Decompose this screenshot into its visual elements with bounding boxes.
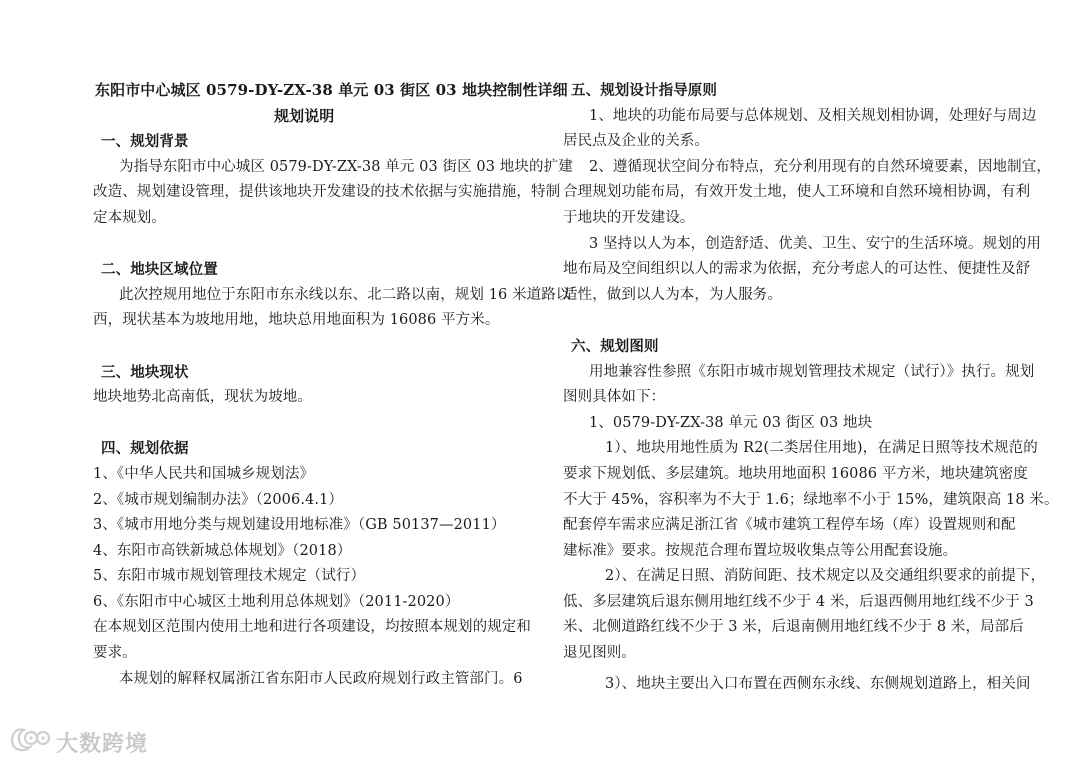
watermark [6, 724, 148, 760]
paragraph-line: 定本规划。 [93, 209, 166, 226]
section-heading-principles: 五、规划设计指导原则 [571, 82, 717, 99]
section-heading-status: 三、地块现状 [101, 363, 189, 381]
right-column [563, 78, 1059, 697]
section-heading-background: 一、规划背景 [101, 133, 189, 151]
paragraph-line: 地块地势北高南低，现状为坡地。 [93, 389, 312, 406]
paragraph-line: 不大于 45%，容积率为不大于 1.6；绿地率不小于 15%，建筑限高 18 米。 [563, 491, 1059, 508]
list-item: 6、《东阳市中心城区土地利用总体规划》（2011-2020） [93, 593, 460, 610]
brand-logo-icon [6, 724, 52, 760]
list-item: 1、《中华人民共和国城乡规划法》 [93, 465, 315, 482]
subheading: 1、0579-DY-ZX-38 单元 03 街区 03 地块 [589, 414, 873, 431]
paragraph-line: 改造、规划建设管理，提供该地块开发建设的技术依据与实施措施，特制 [93, 184, 561, 201]
paragraph-line: 为指导东阳市中心城区 0579-DY-ZX-38 单元 03 街区 03 地块的扩建 [119, 158, 573, 175]
paragraph-line: 于地块的开发建设。 [563, 209, 695, 226]
paragraph-line: 配套停车需求应满足浙江省《城市建筑工程停车场（库）设置规则和配 [563, 517, 1016, 534]
paragraph-line: 3）、地块主要出入口布置在西侧东永线、东侧规划道路上，相关间 [605, 675, 1031, 692]
paragraph-line: 在本规划区范围内使用土地和进行各项建设，均按照本规划的规定和 [93, 619, 531, 636]
section-heading-drawings: 六、规划图则 [571, 337, 659, 355]
paragraph-line: 3 坚持以人为本，创造舒适、优美、卫生、安宁的生活环境。规划的用 [589, 235, 1042, 252]
paragraph-line: 米、北侧道路红线不少于 3 米，后退南侧用地红线不少于 8 米，局部后 [563, 619, 1024, 636]
left-column [93, 78, 573, 692]
paragraph-line: 1）、地块用地性质为 R2(二类居住用地)，在满足日照等技术规范的 [605, 440, 1038, 457]
paragraph-line: 地布局及空间组织以人的需求为依据，充分考虑人的可达性、便捷性及舒 [563, 261, 1031, 278]
paragraph-line: 低、多层建筑后退东侧用地红线不少于 4 米，后退西侧用地红线不少于 3 [563, 593, 1034, 610]
paragraph-line: 西，现状基本为坡地用地，地块总用地面积为 16086 平方米。 [93, 312, 500, 329]
paragraph-line: 居民点及企业的关系。 [563, 133, 709, 150]
paragraph-line: 图则具体如下： [563, 389, 666, 406]
paragraph-line: 要求。 [93, 645, 137, 662]
paragraph-line: 2、遵循现状空间分布特点，充分利用现有的自然环境要素，因地制宜， [589, 158, 1051, 175]
paragraph-line: 要求下规划低、多层建筑。地块用地面积 16086 平方米，地块建筑密度 [563, 465, 1028, 482]
paragraph-line: 适性，做到以人为本，为人服务。 [563, 286, 782, 303]
document-title-line1: 东阳市中心城区 0579-DY-ZX-38 单元 03 街区 03 地块控制性详细 [95, 81, 568, 99]
paragraph-line: 建标准》要求。按规范合理布置垃圾收集点等公用配套设施。 [563, 542, 958, 559]
section-heading-basis: 四、规划依据 [101, 440, 189, 458]
paragraph-line: 2）、在满足日照、消防间距、技术规定以及交通组织要求的前提下， [605, 568, 1046, 585]
list-item: 2、《城市规划编制办法》（2006.4.1） [93, 491, 343, 508]
section-heading-location: 二、地块区域位置 [101, 261, 218, 279]
document-title-line2: 规划说明 [274, 106, 335, 125]
paragraph-line: 用地兼容性参照《东阳市城市规划管理技术规定（试行）》执行。规划 [589, 363, 1035, 380]
list-item: 4、东阳市高铁新城总体规划》（2018） [93, 542, 352, 559]
paragraph-line: 退见图则。 [563, 645, 636, 662]
list-item: 5、东阳市城市规划管理技术规定（试行） [93, 568, 366, 585]
list-item: 3、《城市用地分类与规划建设用地标准》（GB 50137—2011） [93, 517, 506, 534]
watermark-text: 大数跨境 [56, 731, 149, 757]
paragraph-line: 此次控规用地位于东阳市东永线以东、北二路以南，规划 16 米道路以 [119, 286, 571, 303]
paragraph-line: 本规划的解释权属浙江省东阳市人民政府规划行政主管部门。6 [119, 670, 523, 687]
paragraph-line: 合理规划功能布局，有效开发土地，使人工环境和自然环境相协调，有利 [563, 184, 1031, 201]
paragraph-line: 1、地块的功能布局要与总体规划、及相关规划相协调，处理好与周边 [589, 107, 1037, 124]
